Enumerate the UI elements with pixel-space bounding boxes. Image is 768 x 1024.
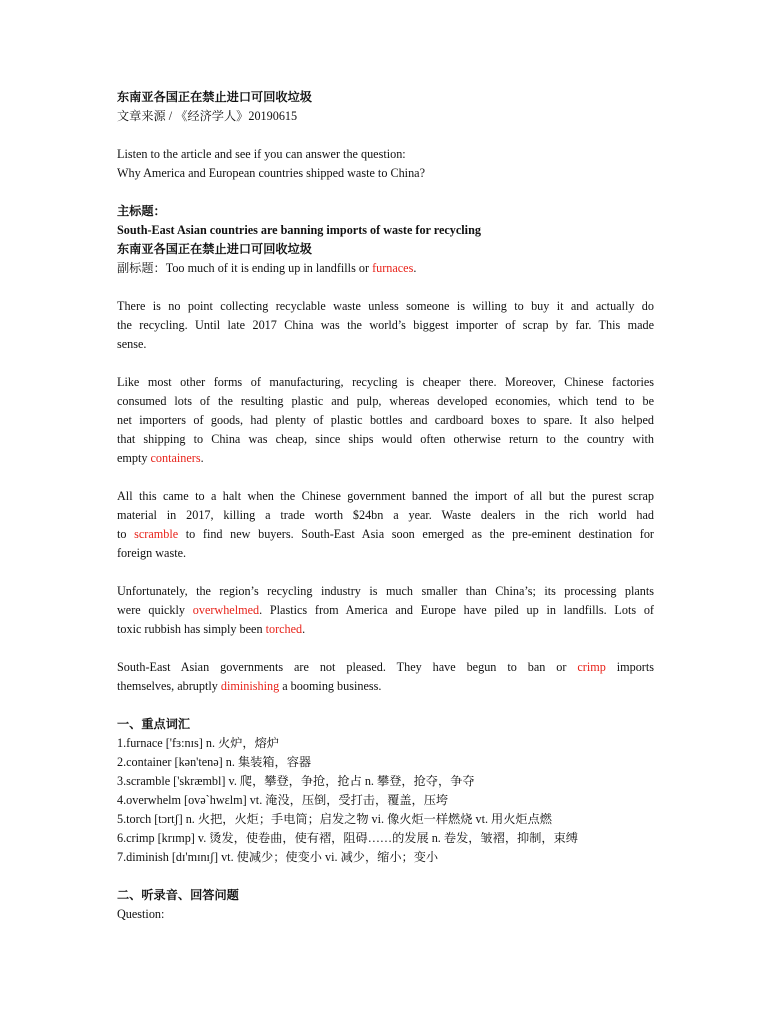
keyword-torched: torched [265,622,303,636]
main-title-label: 主标题： [117,204,166,218]
p4-line-3 [117,620,654,639]
spacer [117,126,654,145]
keyword-containers: containers [150,451,201,465]
vocab-item: 5.torch [tɔrtʃ] n. 火把，火炬；手电筒；启发之物 vi. 像火炬一样燃烧 vt. 用火炬点燃 [117,812,552,826]
p5-line-2 [117,677,654,696]
p2-line-5 [117,449,654,468]
p4-line-3-end: . [302,622,306,636]
p4-line-2-text: were quickly [117,603,193,617]
vocab-item: 2.container [kən'tenə] n. 集装箱，容器 [117,755,312,769]
p3-line-2: material in 2017, killing a trade worth $24bn a year. Waste dealers in the rich world had [117,508,654,522]
p2-line-3: net importers of goods, had plenty of plastic bottles and cardboard boxes to spare. It also helped [117,413,654,427]
subtitle-end: . [413,261,417,275]
paragraph-3 [117,487,654,563]
spacer [117,354,654,373]
p4-line-2-end: . Plastics from America and Europe have piled up in landfills. Lots of [259,603,654,617]
p1-line-2: the recycling. Until late 2017 China was the world’s biggest importer of scrap by far. This made [117,318,654,332]
p4-line-3-text: toxic rubbish has simply been [117,622,266,636]
main-title-english: South-East Asian countries are banning imports of waste for recycling [117,223,481,237]
subtitle-line [117,259,654,278]
spacer [117,183,654,202]
spacer [117,639,654,658]
paragraph-1 [117,297,654,354]
p3-line-4: foreign waste. [117,546,187,560]
keyword-furnaces: furnaces [372,261,414,275]
p1-line-3: sense. [117,337,147,351]
subtitle-label: 副标题： [117,261,166,275]
spacer [117,468,654,487]
vocab-heading: 一、重点词汇 [117,717,191,731]
question-label: Question: [117,907,165,921]
p2-line-5-end: . [200,451,204,465]
paragraph-5 [117,658,654,696]
vocab-item: 6.crimp [krɪmp] v. 烫发，使卷曲，使有褶，阻碍……的发展 n. 卷发，皱褶，抑制，束缚 [117,831,578,845]
spacer [117,696,654,715]
doc-title: 东南亚各国正在禁止进口可回收垃圾 [117,90,312,104]
p5-line-2-end: a booming business. [279,679,382,693]
vocab-item: 1.furnace ['fɜ:nɪs] n. 火炉，熔炉 [117,736,279,750]
paragraph-2 [117,373,654,468]
p5-line-2-text: themselves, abruptly [117,679,221,693]
main-title-chinese: 东南亚各国正在禁止进口可回收垃圾 [117,242,312,256]
p5-line-1 [117,658,654,677]
p2-line-4: that shipping to China was cheap, since ships would often otherwise return to the country with [117,432,654,446]
vocab-list [117,734,654,867]
p3-line-3-text: to [117,527,135,541]
section2-heading: 二、听录音、回答问题 [117,888,239,902]
keyword-overwhelmed: overwhelmed [192,603,260,617]
p5-line-1-end: imports [605,660,654,674]
spacer [117,867,654,886]
p3-line-3 [117,525,654,544]
source-line: 文章来源 / 《经济学人》20190615 [117,109,298,123]
keyword-scramble: scramble [134,527,179,541]
p4-line-1: Unfortunately, the region’s recycling industry is much smaller than China’s; its processing plants [117,584,654,598]
p3-line-3-end: to find new buyers. South-East Asia soon emerged as the pre-eminent destination for [178,527,654,541]
document-page [117,88,654,924]
vocab-item: 3.scramble ['skræmbl] v. 爬，攀登，争抢，抢占 n. 攀登，抢夺，争夺 [117,774,475,788]
paragraph-4 [117,582,654,639]
spacer [117,278,654,297]
p5-line-1-text: South-East Asian governments are not pleased. They have begun to ban or [117,660,578,674]
prompt-line-2: Why America and European countries shipped waste to China? [117,166,425,180]
prompt-line-1: Listen to the article and see if you can answer the question: [117,147,406,161]
keyword-crimp: crimp [577,660,606,674]
p2-line-2: consumed lots of the resulting plastic and pulp, whereas developed economies, which tend to be [117,394,654,408]
keyword-diminishing: diminishing [220,679,280,693]
vocab-item: 7.diminish [dɪ'mɪnɪʃ] vt. 使减少；使变小 vi. 减少，缩小；变小 [117,850,439,864]
subtitle-text: Too much of it is ending up in landfills or [165,261,373,275]
spacer [117,563,654,582]
p3-line-1: All this came to a halt when the Chinese government banned the import of all but the purest scrap [117,489,654,503]
vocab-item: 4.overwhelm [ovə`hwɛlm] vt. 淹没，压倒，受打击，覆盖，压垮 [117,793,449,807]
p4-line-2 [117,601,654,620]
p2-line-1: Like most other forms of manufacturing, recycling is cheaper there. Moreover, Chinese factories [117,375,654,389]
p2-line-5-text: empty [117,451,151,465]
p1-line-1: There is no point collecting recyclable waste unless someone is willing to buy it and actually do [117,299,654,313]
